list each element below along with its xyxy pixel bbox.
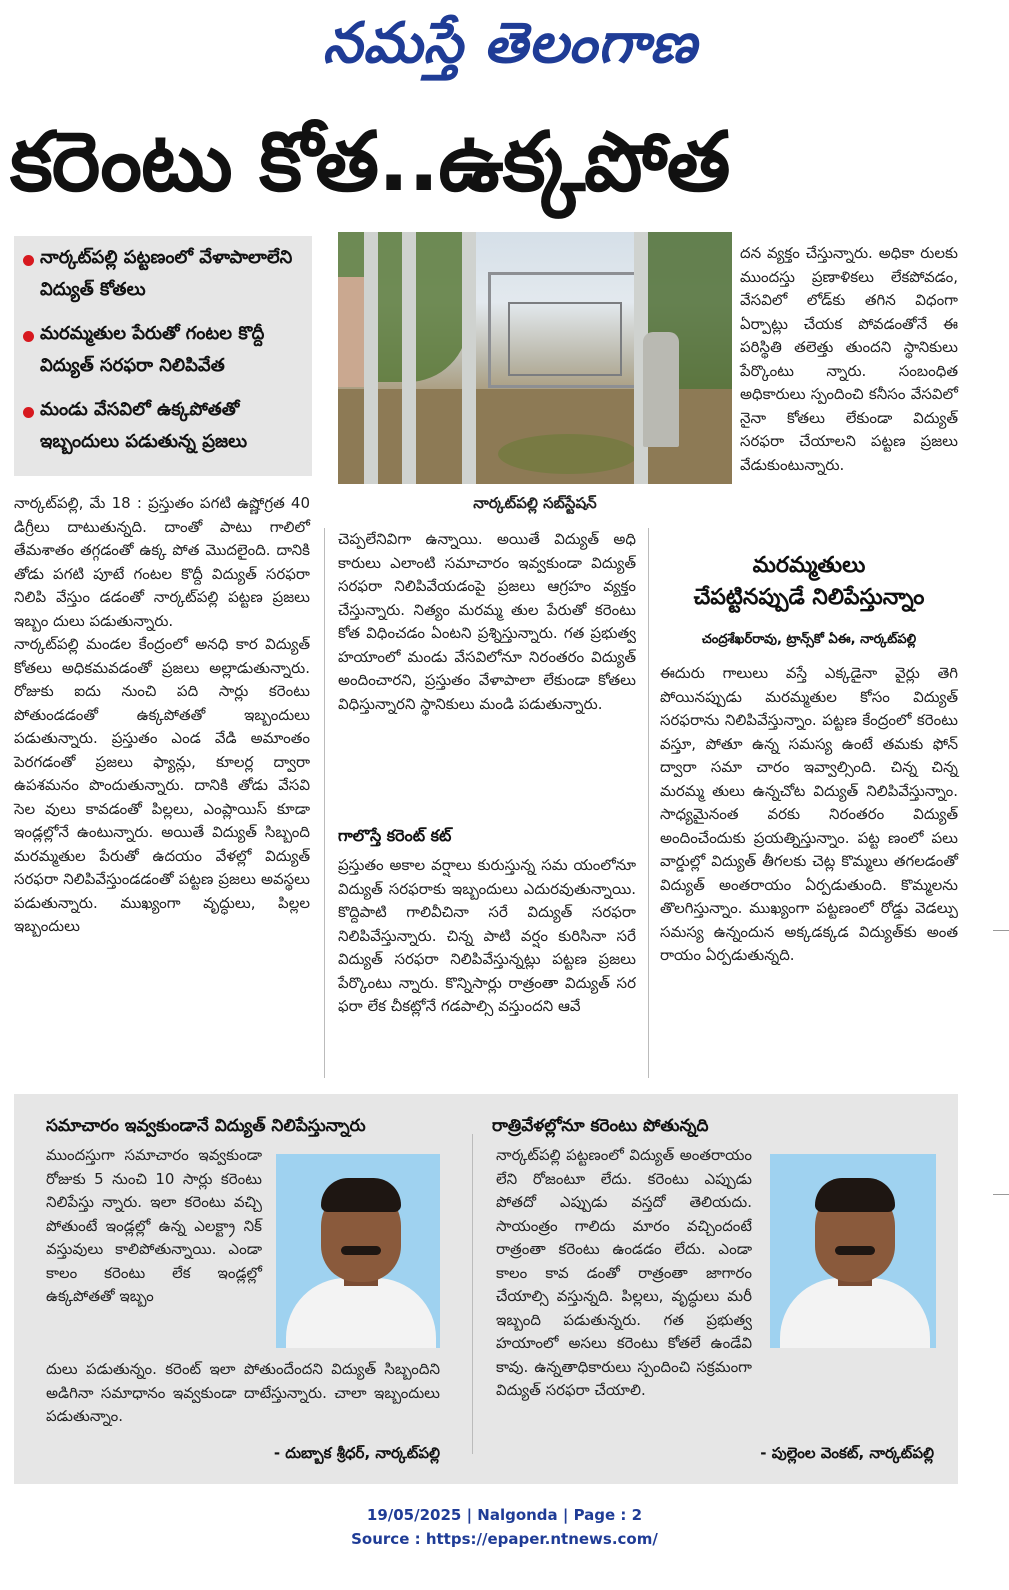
quote-2-title: రాత్రివేళల్లోనూ కరెంటు పోతున్నది [492,1116,709,1136]
quote-1-text: ముందస్తుగా సమాచారం ఇవ్వకుండా రోజుకు 5 నుంచి 10 సార్లు కరెంటు నిలిపేస్తు న్నారు. ఇలా కరెంటు వచ్చి పోతుంటే ఇండ్లల్లో ఉన్న ఎలక్ట్రా నిక్‌ వస్తువులు కాలిపోతున్నాయి. ఎండా కాలం కరెంటు లేక ఇండ్లల్లో ఉక్కపోతతో ఇబ్బం [46,1146,262,1305]
footer-source: Source : https://epaper.ntnews.com/ [351,1530,658,1548]
quote-1-text-continued: దులు పడుతున్నం. కరెంట్‌ ఇలా పోతుందేందని విద్యుత్‌ సిబ్బందిని అడిగినా సమాధానం ఇవ్వకుండా దాటేస్తున్నారు. చాలా ఇబ్బందులు పడుతున్నాం. [46,1360,440,1425]
quote-2-signature: - పుల్లెంల వెంకట్‌, నార్కట్‌పల్లి [760,1444,934,1462]
column-divider [648,528,649,1078]
quotes-box [14,1094,958,1484]
edge-tick [993,1194,1009,1195]
portrait-photo [276,1154,440,1348]
paragraph: నార్కట్‌పల్లి మండల కేంద్రంలో అనధి కార విద్యుత్‌ కోతలు అధికమవడంతో ప్రజలు అల్లాడుతున్నారు. రోజుకు ఐదు నుంచి పది సార్లు కరెంటు పోతుండడంతో ఉక్కపోతతో ఇబ్బందులు పడుతున్నారు. ప్రస్తుతం ఎండ వేడి అమాంతం పెరగడంతో ప్రజలు ఫ్యాన్లు, కూలర్ల ద్వారా ఉపశమనం పొందుతున్నారు. దానికి తోడు వేసవి సెల వులు కావడంతో పిల్లలు, ఎంప్లాయిస్‌ కూడా ఇండ్లల్లోనే ఉంటున్నారు. అయితే విద్యుత్‌ సిబ్బంది మరమ్మతుల పేరుతో ఉదయం వేళల్లో విద్యుత్‌ సరఫరా నిలిపివేస్తుండడంతో పట్టణ ప్రజలు అవస్థలు పడుతున్నారు. ముఖ్యంగా వృద్ధులు, పిల్లల ఇబ్బందులు [14,635,310,935]
red-bullet-icon [23,255,34,266]
box-divider [472,1134,473,1454]
portrait-photo [770,1154,936,1348]
newspaper-masthead: నమస్తే తెలంగాణ [322,10,698,76]
highlight-text: మరమ్మతుల పేరుతో గంటల కొద్దీ విద్యుత్‌ సరఫరా నిలిపివేత [40,323,265,376]
quote-1-title: సమాచారం ఇవ్వకుండానే విద్యుత్‌ నిలిపేస్తున్నారు [46,1116,366,1136]
column-2-subhead: గాలొస్తే కరెంట్‌ కట్‌ [338,826,452,845]
highlight-item [14,236,312,312]
red-bullet-icon [23,407,34,418]
article-headline: కరెంటు కోత..ఉక్కపోత [10,115,730,210]
quote-2-text: నార్కట్‌పల్లి పట్టణంలో విద్యుత్‌ అంతరాయం లేని రోజంటూ లేదు. కరెంటు ఎప్పుడు పోతదో ఎప్పుడు వస్తదో తెలియదు. సాయంత్రం గాలిదు మారం వచ్చిందంటే రాత్రంతా కరెంటు ఉండడం లేదు. ఎండా కాలం కావ డంతో రాత్రంతా జాగారం చేయాల్సి వస్తున్నది. పిల్లలు, వృద్ధులు మరీ ఇబ్బంది పడుతున్నరు. గత ప్రభుత్వ హయాంలో అసలు కరెంటు కోతలే ఉండేవి కావు. ఉన్నతాధికారులు స్పందించి సక్రమంగా విద్యుత్‌ సరఫరా చేయాలి. [496,1146,752,1399]
column-divider [324,528,325,1078]
edge-tick [993,930,1009,931]
highlights-box [14,236,312,476]
quote-1-signature: - దుబ్బాక శ్రీధర్‌, నార్కట్‌పల్లి [273,1444,440,1462]
highlight-item [14,388,312,464]
photo-caption: నార్కట్‌పల్లి సబ్‌స్టేషన్‌ [473,494,597,512]
column-2-text-continued: ప్రస్తుతం అకాల వర్షాలు కురుస్తున్న సమ యంలోనూ విద్యుత్‌ సరఫరాకు ఇబ్బందులు ఎదురవుతున్నాయి. కొద్దిపాటి గాలివీచినా సరే విద్యుత్‌ సరఫరా నిలిపివేస్తున్నారు. చిన్న పాటి వర్షం కురిసినా సరే విద్యుత్‌ సరఫరా నిలిపివేస్తున్నట్లు పట్టణ ప్రజలు పేర్కొంటు న్నారు. కొన్నిసార్లు రాత్రంతా విద్యుత్‌ సర ఫరా లేక చీకట్లోనే గడపాల్సి వస్తుందని ఆవే [338,856,636,1015]
paragraph: నార్కట్‌పల్లి, మే 18 : ప్రస్తుతం పగటి ఉష్ణోగ్రత 40 డిగ్రీలు దాటుతున్నది. దాంతో పాటు గాలిలో తేమశాతం తగ్గడంతో ఉక్క పోత మొదలైంది. దానికి తోడు పగటి పూటే గంటల కొద్దీ విద్యుత్‌ సరఫరా నిలిపి వేస్తుం డడంతో నార్కట్‌పల్లి పట్టణ ప్రజలు ఇబ్బం దులు పడుతున్నారు. [14,494,310,630]
subhead-line: చేపట్టినప్పుడే నిలిపేస్తున్నాం [693,585,925,610]
highlight-text: నార్కట్‌పల్లి పట్టణంలో వేళాపాలాలేని విద్యుత్‌ కోతలు [40,247,293,300]
highlight-text: మండు వేసవిలో ఉక్కపోతతో ఇబ్బందులు పడుతున్న ప్రజలు [40,399,248,452]
column-3-byline: చంద్రశేఖర్‌రావు, ట్రాన్స్‌కో ఏఈ, నార్కట్‌పల్లి [701,632,917,647]
red-bullet-icon [23,331,34,342]
subhead-line: మరమ్మతులు [752,553,866,578]
substation-photo [338,232,732,484]
column-2-text: చెప్పలేనివిగా ఉన్నాయి. అయితే విద్యుత్‌ అధి కారులు ఎలాంటి సమాచారం ఇవ్వకుండా విద్యుత్‌ సరఫరా నిలిపివేయడంపై ప్రజలు ఆగ్రహం వ్యక్తం చేస్తున్నారు. నిత్యం మరమ్మ తుల పేరుతో కరెంటు కోత విధించడం ఏంటని ప్రశ్నిస్తున్నారు. గత ప్రభుత్వ హయాంలో మండు వేసవిలోనూ నిరంతరం విద్యుత్‌ అందించారని, ప్రస్తుతం వేళాపాలా లేకుండా కోతలు విధిస్తున్నారని స్థానికులు మండి పడుతున్నారు. [338,530,636,713]
footer-date-edition: 19/05/2025 | Nalgonda | Page : 2 [366,1506,643,1524]
column-3-text: దన వ్యక్తం చేస్తున్నారు. అధికా రులకు ముందస్తు ప్రణాళికలు లేకపోవడం, వేసవిలో లోడ్‌కు తగిన విధంగా ఏర్పాట్లు చేయక పోవడంతోనే ఈ పరిస్థితి తలెత్తు తుందని స్థానికులు పేర్కొంటు న్నారు. సంబంధిత అధికారులు స్పందించి కనీసం వేసవిలో నైనా కోతలు లేకుండా విద్యుత్‌ సరఫరా చేయాలని పట్టణ ప్రజలు వేడుకుంటున్నారు. [740,244,958,474]
column-3-subhead [660,550,958,614]
column-1-text [14,492,310,939]
highlight-item [14,312,312,388]
column-3-text-quote: ఈదురు గాలులు వస్తే ఎక్కడైనా వైర్లు తెగి పోయినప్పుడు మరమ్మతుల కోసం విద్యుత్‌ సరఫరాను నిలిపివేస్తున్నాం. పట్టణ కేంద్రంలో కరెంటు వస్తూ, పోతూ ఉన్న సమస్య ఉంటే తమకు ఫోన్‌ ద్వారా సమా చారం ఇవ్వాల్సింది. చిన్న చిన్న మరమ్మ తులు ఉన్నచోట విద్యుత్‌ నిలిపివేస్తున్నాం. సాధ్యమైనంత వరకు నిరంతరం విద్యుత్‌ అందించేందుకు ప్రయత్నిస్తున్నాం. పట్ట ణంలో పలు వార్డుల్లో విద్యుత్‌ తీగలకు చెట్ల కొమ్మలు తగలడంతో విద్యుత్‌ అంతరాయం ఏర్పడుతుంది. కొమ్మలను తొలగిస్తున్నాం. ముఖ్యంగా పట్టణంలో రోడ్డు వెడల్పు సమస్య ఉన్నందున అక్కడక్కడ విద్యుత్‌కు అంత రాయం ఏర్పడుతున్నది. [660,664,958,964]
